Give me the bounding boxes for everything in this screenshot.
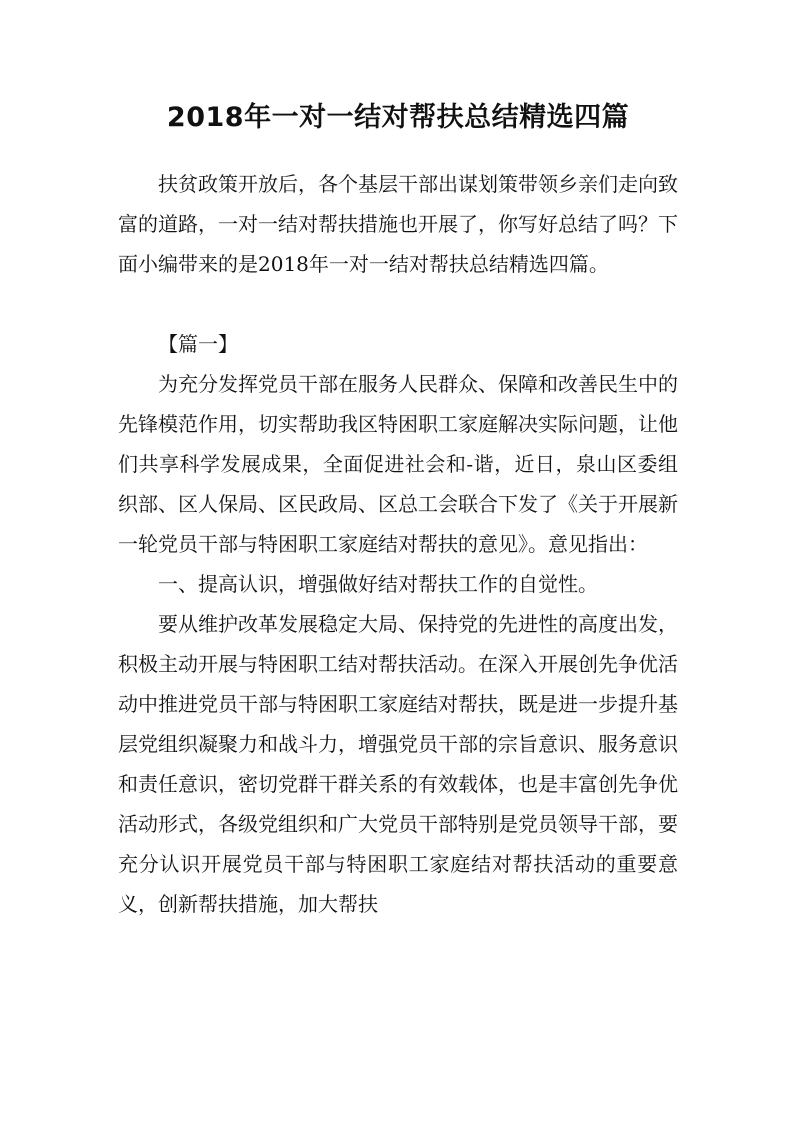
- document-title: 2018年一对一结对帮扶总结精选四篇: [166, 102, 630, 133]
- point-heading: 一、提高认识，增强做好结对帮扶工作的自觉性。: [158, 572, 598, 596]
- intro-paragraph: 扶贫政策开放后，各个基层干部出谋划策带领乡亲们走向致富的道路，一对一结对帮扶措施也开展了，你写好总结了吗？下面小编带来的是2018年一对一结对帮扶总结精选四篇。: [118, 172, 678, 276]
- section-heading: 【篇一】: [158, 332, 238, 356]
- section-gap: [118, 284, 678, 324]
- body-paragraph: 为充分发挥党员干部在服务人民群众、保障和改善民生中的先锋模范作用，切实帮助我区特困职工家庭解决实际问题，让他们共享科学发展成果，全面促进社会和-谐，近日，泉山区委组织部、区人保局、区民政局、区总工会联合下发了《关于开展新一轮党员干部与特困职工家庭结对帮扶的意见》。意见指出：: [118, 372, 678, 556]
- body-paragraph: 要从维护改革发展稳定大局、保持党的先进性的高度出发，积极主动开展与特困职工结对帮扶活动。在深入开展创先争优活动中推进党员干部与特困职工家庭结对帮扶，既是进一步提升基层党组织凝聚力和战斗力，增强党员干部的宗旨意识、服务意识和责任意识，密切党群干群关系的有效载体，也是丰富创先争优活动形式，各级党组织和广大党员干部特别是党员领导干部，要充分认识开展党员干部与特困职工家庭结对帮扶活动的重要意义，创新帮扶措施，加大帮扶: [118, 612, 678, 916]
- document-body: [118, 96, 678, 924]
